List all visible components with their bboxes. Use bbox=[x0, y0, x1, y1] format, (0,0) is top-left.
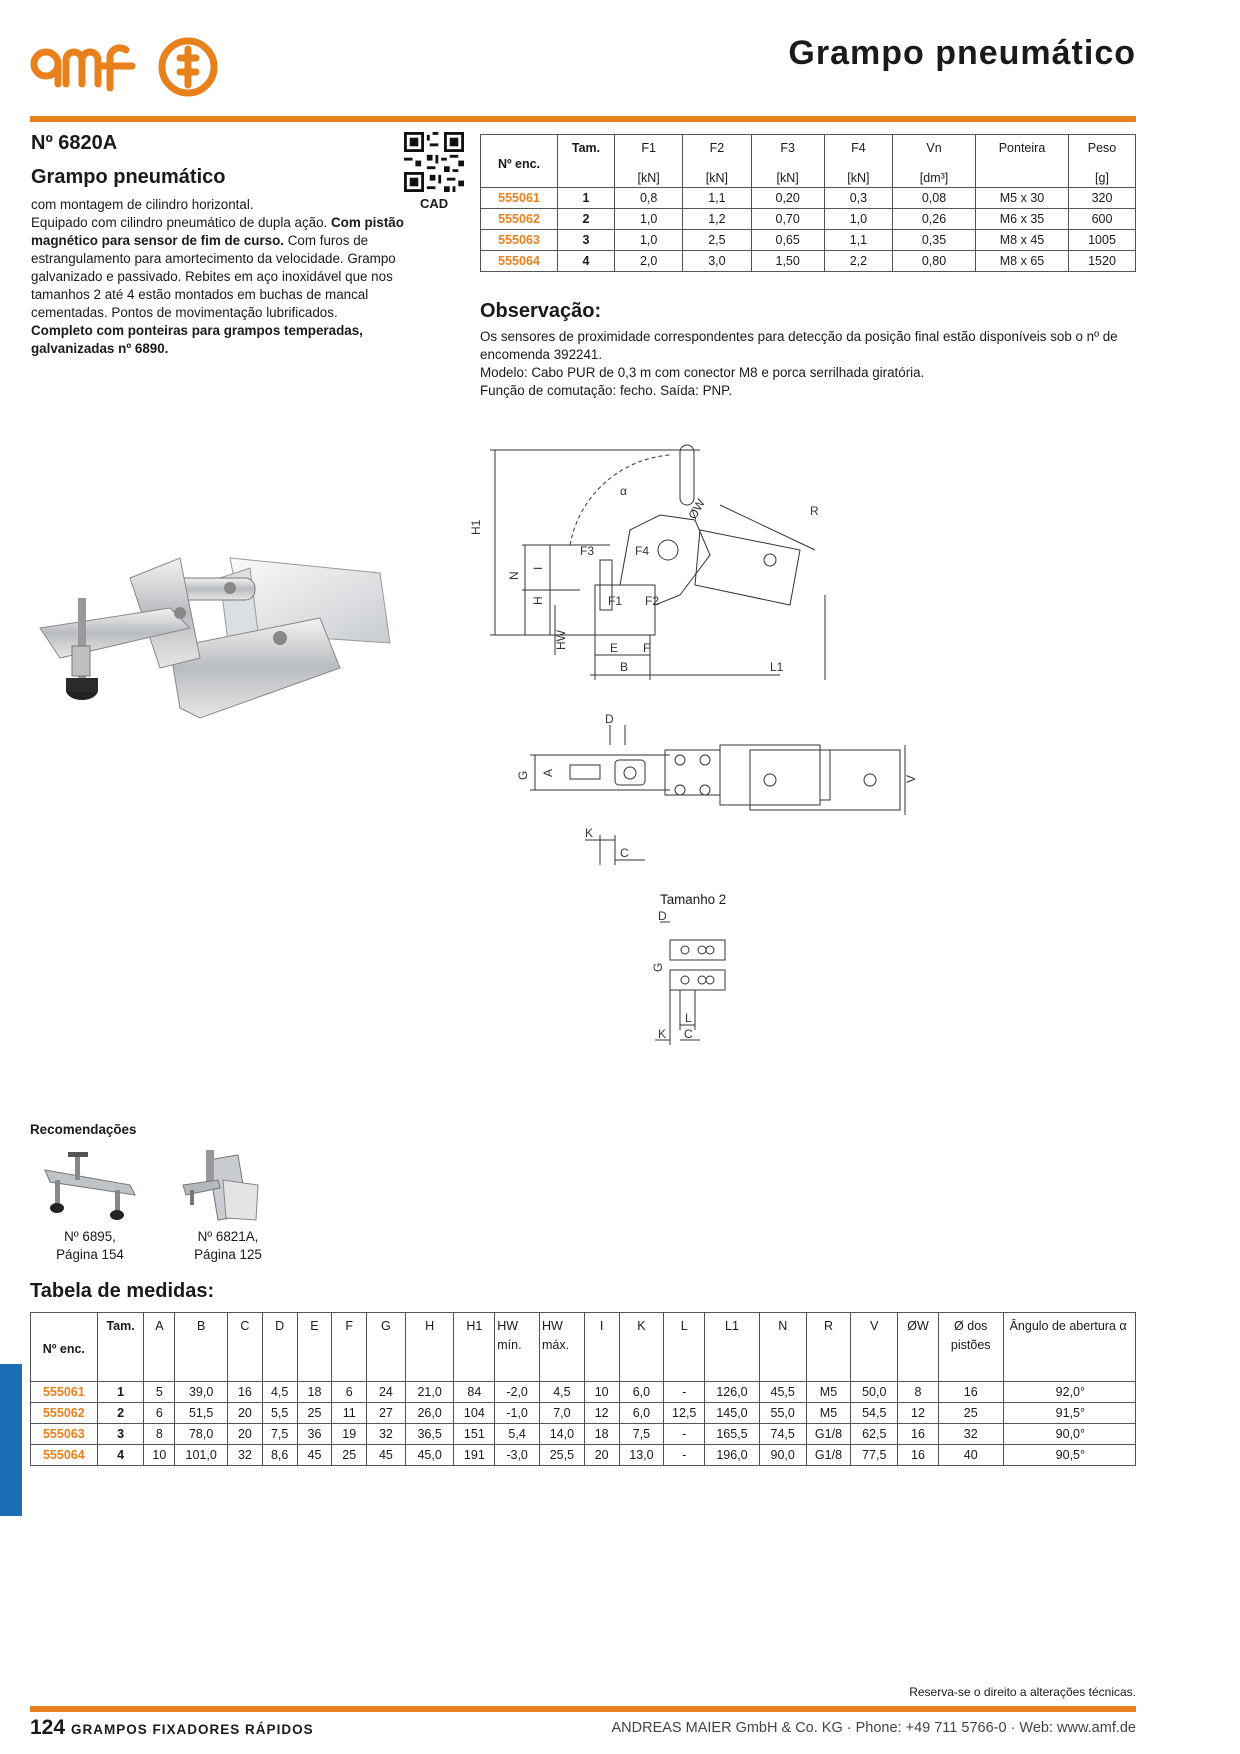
dims-cell: 6,0 bbox=[619, 1382, 664, 1403]
dim-label-b: B bbox=[620, 660, 629, 674]
dims-cell: 12 bbox=[584, 1403, 619, 1424]
spec-col-vn: Vn bbox=[893, 135, 976, 170]
dims-cell: 4 bbox=[97, 1445, 144, 1466]
dims-cell: 45 bbox=[367, 1445, 406, 1466]
dims-col-header: Ø dos pistões bbox=[938, 1313, 1003, 1382]
dims-cell: 7,0 bbox=[540, 1403, 585, 1424]
dims-col-header: K bbox=[619, 1313, 664, 1382]
dims-cell: 126,0 bbox=[705, 1382, 760, 1403]
spec-cell: 1,0 bbox=[615, 230, 683, 251]
dim-label-alpha: α bbox=[620, 484, 627, 498]
dims-col-header: A bbox=[144, 1313, 175, 1382]
spec-unit bbox=[558, 169, 615, 188]
dims-cell: 25,5 bbox=[540, 1445, 585, 1466]
spec-cell: 3,0 bbox=[683, 251, 751, 272]
dim-label-a: A bbox=[541, 768, 555, 777]
dims-col-header: H1 bbox=[454, 1313, 495, 1382]
spec-cell: 2,5 bbox=[683, 230, 751, 251]
dims-cell: 4,5 bbox=[262, 1382, 297, 1403]
dims-col-header: E bbox=[297, 1313, 332, 1382]
dims-cell: 1 bbox=[97, 1382, 144, 1403]
spec-cell: 1,0 bbox=[615, 209, 683, 230]
rec2-line2: Página 125 bbox=[194, 1247, 262, 1262]
cad-label: CAD bbox=[420, 196, 449, 211]
dims-col-header: Tam. bbox=[97, 1313, 144, 1382]
rec2-line1: Nº 6821A, bbox=[197, 1229, 259, 1244]
dims-cell: 77,5 bbox=[851, 1445, 898, 1466]
s2-label-k: K bbox=[658, 1027, 667, 1041]
spec-cell: 3 bbox=[558, 230, 615, 251]
spec-col-peso: Peso bbox=[1069, 135, 1136, 170]
spec-cell: 0,8 bbox=[615, 188, 683, 209]
svg-text:G bbox=[516, 771, 530, 780]
dims-cell: 62,5 bbox=[851, 1424, 898, 1445]
dims-cell: 25 bbox=[297, 1403, 332, 1424]
dims-cell: 6,0 bbox=[619, 1403, 664, 1424]
spec-col-f1: F1 bbox=[615, 135, 683, 170]
page-title: Grampo pneumático bbox=[788, 34, 1136, 72]
dims-cell: 90,5° bbox=[1003, 1445, 1135, 1466]
dims-cell: 151 bbox=[454, 1424, 495, 1445]
recommendations-heading: Recomendações bbox=[30, 1122, 137, 1137]
chapter-side-tab bbox=[0, 1364, 22, 1516]
dims-table-heading: Tabela de medidas: bbox=[30, 1280, 215, 1302]
dim-label-hw: HW bbox=[554, 630, 568, 650]
recommendation-label-6895[interactable] bbox=[30, 1228, 150, 1264]
dims-cell: -2,0 bbox=[495, 1382, 540, 1403]
dims-cell: 20 bbox=[584, 1445, 619, 1466]
dims-cell: 32 bbox=[938, 1424, 1003, 1445]
spec-cell: 2 bbox=[558, 209, 615, 230]
dim-label-h: H bbox=[531, 596, 545, 605]
spec-units-row bbox=[481, 169, 1136, 188]
dims-col-header: L bbox=[664, 1313, 705, 1382]
spec-cell: 1,0 bbox=[824, 209, 892, 230]
dims-cell: 145,0 bbox=[705, 1403, 760, 1424]
dims-cell: 39,0 bbox=[175, 1382, 228, 1403]
dims-cell: 18 bbox=[297, 1382, 332, 1403]
dim-label-h1: H1 bbox=[469, 519, 483, 535]
dims-col-header: Ângulo de abertura α bbox=[1003, 1313, 1135, 1382]
dim-label-n: N bbox=[507, 571, 521, 580]
observation-heading: Observação: bbox=[480, 300, 602, 322]
svg-text:I bbox=[531, 567, 545, 570]
spec-unit: [g] bbox=[1069, 169, 1136, 188]
dims-cell: 165,5 bbox=[705, 1424, 760, 1445]
dims-cell: 55,0 bbox=[759, 1403, 806, 1424]
side-view-drawing bbox=[470, 445, 890, 695]
dims-cell: 90,0 bbox=[759, 1445, 806, 1466]
dims-cell: 54,5 bbox=[851, 1403, 898, 1424]
dims-cell: M5 bbox=[806, 1382, 851, 1403]
dims-cell: 27 bbox=[367, 1403, 406, 1424]
product-photo bbox=[30, 538, 410, 768]
dim-label-f: F bbox=[643, 641, 651, 655]
order-number-link[interactable]: 555062 bbox=[31, 1403, 98, 1424]
spec-cell: 1005 bbox=[1069, 230, 1136, 251]
dim-label-v: V bbox=[904, 774, 918, 783]
dim-label-f2: F2 bbox=[645, 594, 660, 608]
spec-cell: 1,1 bbox=[824, 230, 892, 251]
order-number-link[interactable]: 555062 bbox=[481, 209, 558, 230]
desc-line-3: Com furos de estrangulamento para amortecimento da velocidade. Grampo galvanizado e passivado. Rebites em aço inoxidável que nos tamanhos 2 até 4 estão montados em buchas de mancal cementadas. Pontos de movimentação lubrificados. bbox=[31, 233, 396, 320]
dims-cell: 7,5 bbox=[262, 1424, 297, 1445]
dims-cell: 21,0 bbox=[405, 1382, 454, 1403]
dim-label-r: R bbox=[810, 504, 819, 518]
s2-label-l: L bbox=[685, 1011, 692, 1025]
dims-cell: 16 bbox=[228, 1382, 263, 1403]
dims-cell: - bbox=[664, 1424, 705, 1445]
spec-col-order-no: Nº enc. bbox=[481, 135, 558, 188]
spec-cell: 1,50 bbox=[751, 251, 824, 272]
article-number: Nº 6820A bbox=[31, 132, 118, 154]
dims-cell: 3 bbox=[97, 1424, 144, 1445]
spec-cell: 4 bbox=[558, 251, 615, 272]
spec-cell: M8 x 45 bbox=[976, 230, 1069, 251]
dims-cell: 45,5 bbox=[759, 1382, 806, 1403]
order-number-link[interactable]: 555064 bbox=[31, 1445, 98, 1466]
dims-cell: 36 bbox=[297, 1424, 332, 1445]
dim-label-f3: F3 bbox=[580, 544, 595, 558]
spec-unit: [kN] bbox=[615, 169, 683, 188]
dims-cell: 14,0 bbox=[540, 1424, 585, 1445]
svg-text:H bbox=[531, 596, 545, 605]
dim-label-g: G bbox=[516, 770, 530, 780]
spec-cell: 2,2 bbox=[824, 251, 892, 272]
spec-cell: 0,26 bbox=[893, 209, 976, 230]
dims-cell: 74,5 bbox=[759, 1424, 806, 1445]
dims-cell: 84 bbox=[454, 1382, 495, 1403]
dims-cell: 19 bbox=[332, 1424, 367, 1445]
spec-col-f2: F2 bbox=[683, 135, 751, 170]
svg-text:G bbox=[651, 963, 665, 972]
recommendation-image-6821a[interactable] bbox=[178, 1140, 268, 1224]
spec-header-row bbox=[481, 135, 1136, 170]
svg-text:ØW bbox=[685, 496, 708, 521]
spec-table bbox=[480, 134, 1136, 272]
qr-code-icon[interactable] bbox=[404, 132, 464, 192]
spec-cell: 0,80 bbox=[893, 251, 976, 272]
svg-text:V bbox=[904, 775, 918, 783]
spec-cell: 600 bbox=[1069, 209, 1136, 230]
spec-unit: [kN] bbox=[683, 169, 751, 188]
dims-cell: 101,0 bbox=[175, 1445, 228, 1466]
dims-cell: 6 bbox=[332, 1382, 367, 1403]
dims-cell: 16 bbox=[898, 1424, 939, 1445]
dims-cell: 11 bbox=[332, 1403, 367, 1424]
dims-col-header: HW máx. bbox=[540, 1313, 585, 1382]
dim-label-l1: L1 bbox=[770, 660, 784, 674]
dims-cell: -3,0 bbox=[495, 1445, 540, 1466]
spec-cell: 1,2 bbox=[683, 209, 751, 230]
desc-line-1: com montagem de cilindro horizontal. bbox=[31, 197, 254, 212]
dims-table bbox=[30, 1312, 1136, 1466]
page-number: 124 bbox=[30, 1716, 66, 1739]
spec-col-f3: F3 bbox=[751, 135, 824, 170]
observation-line-1: Os sensores de proximidade correspondentes para detecção da posição final estão disponíveis sob o nº de encomenda 392241. bbox=[480, 329, 1118, 362]
dims-cell: - bbox=[664, 1445, 705, 1466]
product-description bbox=[31, 196, 436, 358]
dims-col-header: L1 bbox=[705, 1313, 760, 1382]
dims-cell: 5 bbox=[144, 1382, 175, 1403]
dims-table-row bbox=[31, 1445, 1136, 1466]
spec-cell: 0,65 bbox=[751, 230, 824, 251]
dim-label-e: E bbox=[610, 641, 619, 655]
order-number-link[interactable]: 555063 bbox=[481, 230, 558, 251]
dims-col-header: C bbox=[228, 1313, 263, 1382]
s2-label-g: G bbox=[651, 962, 665, 972]
spec-cell: M5 x 30 bbox=[976, 188, 1069, 209]
dim-label-ow: ØW bbox=[685, 496, 708, 522]
spec-cell: 0,08 bbox=[893, 188, 976, 209]
header-rule bbox=[30, 116, 1136, 122]
recommendation-image-6895[interactable] bbox=[40, 1140, 140, 1224]
spec-unit bbox=[976, 169, 1069, 188]
desc-bold-2: Completo com ponteiras para grampos temperadas, galvanizadas nº 6890. bbox=[31, 323, 363, 356]
dims-cell: 32 bbox=[367, 1424, 406, 1445]
dims-cell: 25 bbox=[332, 1445, 367, 1466]
dims-cell: 12 bbox=[898, 1403, 939, 1424]
dims-cell: 24 bbox=[367, 1382, 406, 1403]
dim-label-c: C bbox=[620, 846, 629, 860]
dims-cell: 16 bbox=[898, 1445, 939, 1466]
dims-cell: 104 bbox=[454, 1403, 495, 1424]
dim-label-i: I bbox=[531, 566, 545, 570]
spec-col-size: Tam. bbox=[558, 135, 615, 170]
dims-cell: M5 bbox=[806, 1403, 851, 1424]
dims-cell: 8 bbox=[898, 1382, 939, 1403]
dim-label-f4: F4 bbox=[635, 544, 650, 558]
dims-cell: 6 bbox=[144, 1403, 175, 1424]
dims-col-header: B bbox=[175, 1313, 228, 1382]
dims-header-row bbox=[31, 1313, 1136, 1382]
dims-col-header: R bbox=[806, 1313, 851, 1382]
dims-cell: 36,5 bbox=[405, 1424, 454, 1445]
footer-section bbox=[30, 1716, 314, 1740]
spec-table-row bbox=[481, 209, 1136, 230]
dims-col-header: H bbox=[405, 1313, 454, 1382]
observation-line-2: Modelo: Cabo PUR de 0,3 m com conector M8 e porca serrilhada giratória. bbox=[480, 365, 925, 380]
order-number-link[interactable]: 555061 bbox=[481, 188, 558, 209]
spec-unit: [kN] bbox=[751, 169, 824, 188]
spec-cell: 1,1 bbox=[683, 188, 751, 209]
amf-logo bbox=[28, 34, 223, 100]
dims-cell: 20 bbox=[228, 1424, 263, 1445]
section-name: GRAMPOS FIXADORES RÁPIDOS bbox=[71, 1722, 314, 1737]
s2-label-c: C bbox=[684, 1027, 693, 1041]
dims-cell: 92,0° bbox=[1003, 1382, 1135, 1403]
recommendation-label-6821a[interactable] bbox=[168, 1228, 288, 1264]
order-number-link[interactable]: 555064 bbox=[481, 251, 558, 272]
dims-col-header: Nº enc. bbox=[31, 1313, 98, 1382]
top-view-drawing bbox=[516, 705, 920, 875]
order-number-link[interactable]: 555061 bbox=[31, 1382, 98, 1403]
desc-line-2: Equipado com cilindro pneumático de dupla ação. bbox=[31, 215, 331, 230]
dims-col-header: V bbox=[851, 1313, 898, 1382]
dims-cell: 4,5 bbox=[540, 1382, 585, 1403]
spec-unit: [dm³] bbox=[893, 169, 976, 188]
dims-table-row bbox=[31, 1403, 1136, 1424]
dims-col-header: D bbox=[262, 1313, 297, 1382]
dims-cell: 191 bbox=[454, 1445, 495, 1466]
dims-cell: 8 bbox=[144, 1424, 175, 1445]
order-number-link[interactable]: 555063 bbox=[31, 1424, 98, 1445]
rec1-line1: Nº 6895, bbox=[64, 1229, 116, 1244]
spec-cell: 0,35 bbox=[893, 230, 976, 251]
company-contact: ANDREAS MAIER GmbH & Co. KG · Phone: +49 711 5766-0 · Web: www.amf.de bbox=[611, 1720, 1136, 1736]
spec-unit: [kN] bbox=[824, 169, 892, 188]
dims-table-row bbox=[31, 1382, 1136, 1403]
spec-cell: M8 x 65 bbox=[976, 251, 1069, 272]
dims-cell: -1,0 bbox=[495, 1403, 540, 1424]
size2-drawing bbox=[640, 910, 750, 1060]
s2-label-d: D bbox=[658, 909, 667, 923]
dims-col-header: N bbox=[759, 1313, 806, 1382]
dims-col-header: ØW bbox=[898, 1313, 939, 1382]
rights-reserved-note: Reserva-se o direito a alterações técnicas. bbox=[909, 1685, 1136, 1699]
footer-rule bbox=[30, 1706, 1136, 1712]
dims-cell: - bbox=[664, 1382, 705, 1403]
dims-col-header: F bbox=[332, 1313, 367, 1382]
dim-label-f1: F1 bbox=[608, 594, 623, 608]
dims-cell: 16 bbox=[938, 1382, 1003, 1403]
dims-cell: 78,0 bbox=[175, 1424, 228, 1445]
dims-cell: 13,0 bbox=[619, 1445, 664, 1466]
spec-cell: 1 bbox=[558, 188, 615, 209]
dims-cell: 10 bbox=[584, 1382, 619, 1403]
dims-col-header: I bbox=[584, 1313, 619, 1382]
dims-cell: G1/8 bbox=[806, 1424, 851, 1445]
svg-text:HW bbox=[554, 629, 568, 650]
dims-cell: 26,0 bbox=[405, 1403, 454, 1424]
dims-cell: 45,0 bbox=[405, 1445, 454, 1466]
dims-cell: 45 bbox=[297, 1445, 332, 1466]
svg-text:A bbox=[541, 769, 555, 777]
dims-cell: 91,5° bbox=[1003, 1403, 1135, 1424]
spec-table-row bbox=[481, 251, 1136, 272]
dims-cell: 51,5 bbox=[175, 1403, 228, 1424]
svg-text:H1 bbox=[469, 519, 483, 535]
dims-cell: 12,5 bbox=[664, 1403, 705, 1424]
dims-cell: 25 bbox=[938, 1403, 1003, 1424]
dims-cell: 32 bbox=[228, 1445, 263, 1466]
dims-cell: 5,4 bbox=[495, 1424, 540, 1445]
product-name: Grampo pneumático bbox=[31, 166, 226, 188]
spec-table-row bbox=[481, 230, 1136, 251]
spec-cell: 0,3 bbox=[824, 188, 892, 209]
dims-cell: 10 bbox=[144, 1445, 175, 1466]
dims-cell: 2 bbox=[97, 1403, 144, 1424]
dims-cell: 7,5 bbox=[619, 1424, 664, 1445]
spec-cell: 0,70 bbox=[751, 209, 824, 230]
desc-bold-1: Com pistão magnético para sensor de fim de curso. bbox=[31, 215, 404, 248]
dims-cell: 50,0 bbox=[851, 1382, 898, 1403]
dims-cell: G1/8 bbox=[806, 1445, 851, 1466]
dims-cell: 18 bbox=[584, 1424, 619, 1445]
dims-table-row bbox=[31, 1424, 1136, 1445]
spec-cell: 1520 bbox=[1069, 251, 1136, 272]
spec-cell: 0,20 bbox=[751, 188, 824, 209]
dims-cell: 20 bbox=[228, 1403, 263, 1424]
dims-col-header: HW mín. bbox=[495, 1313, 540, 1382]
spec-cell: 2,0 bbox=[615, 251, 683, 272]
spec-cell: 320 bbox=[1069, 188, 1136, 209]
spec-col-ponteira: Ponteira bbox=[976, 135, 1069, 170]
dims-cell: 90,0° bbox=[1003, 1424, 1135, 1445]
spec-col-f4: F4 bbox=[824, 135, 892, 170]
rec1-line2: Página 154 bbox=[56, 1247, 124, 1262]
dims-col-header: G bbox=[367, 1313, 406, 1382]
spec-table-row bbox=[481, 188, 1136, 209]
spec-cell: M6 x 35 bbox=[976, 209, 1069, 230]
svg-text:N bbox=[507, 571, 521, 580]
size2-label: Tamanho 2 bbox=[660, 892, 727, 907]
dims-cell: 5,5 bbox=[262, 1403, 297, 1424]
observation-text bbox=[480, 328, 1140, 400]
dim-label-d: D bbox=[605, 712, 614, 726]
dims-cell: 196,0 bbox=[705, 1445, 760, 1466]
observation-line-3: Função de comutação: fecho. Saída: PNP. bbox=[480, 383, 733, 398]
dims-cell: 8,6 bbox=[262, 1445, 297, 1466]
dims-cell: 40 bbox=[938, 1445, 1003, 1466]
dim-label-k: K bbox=[585, 826, 594, 840]
